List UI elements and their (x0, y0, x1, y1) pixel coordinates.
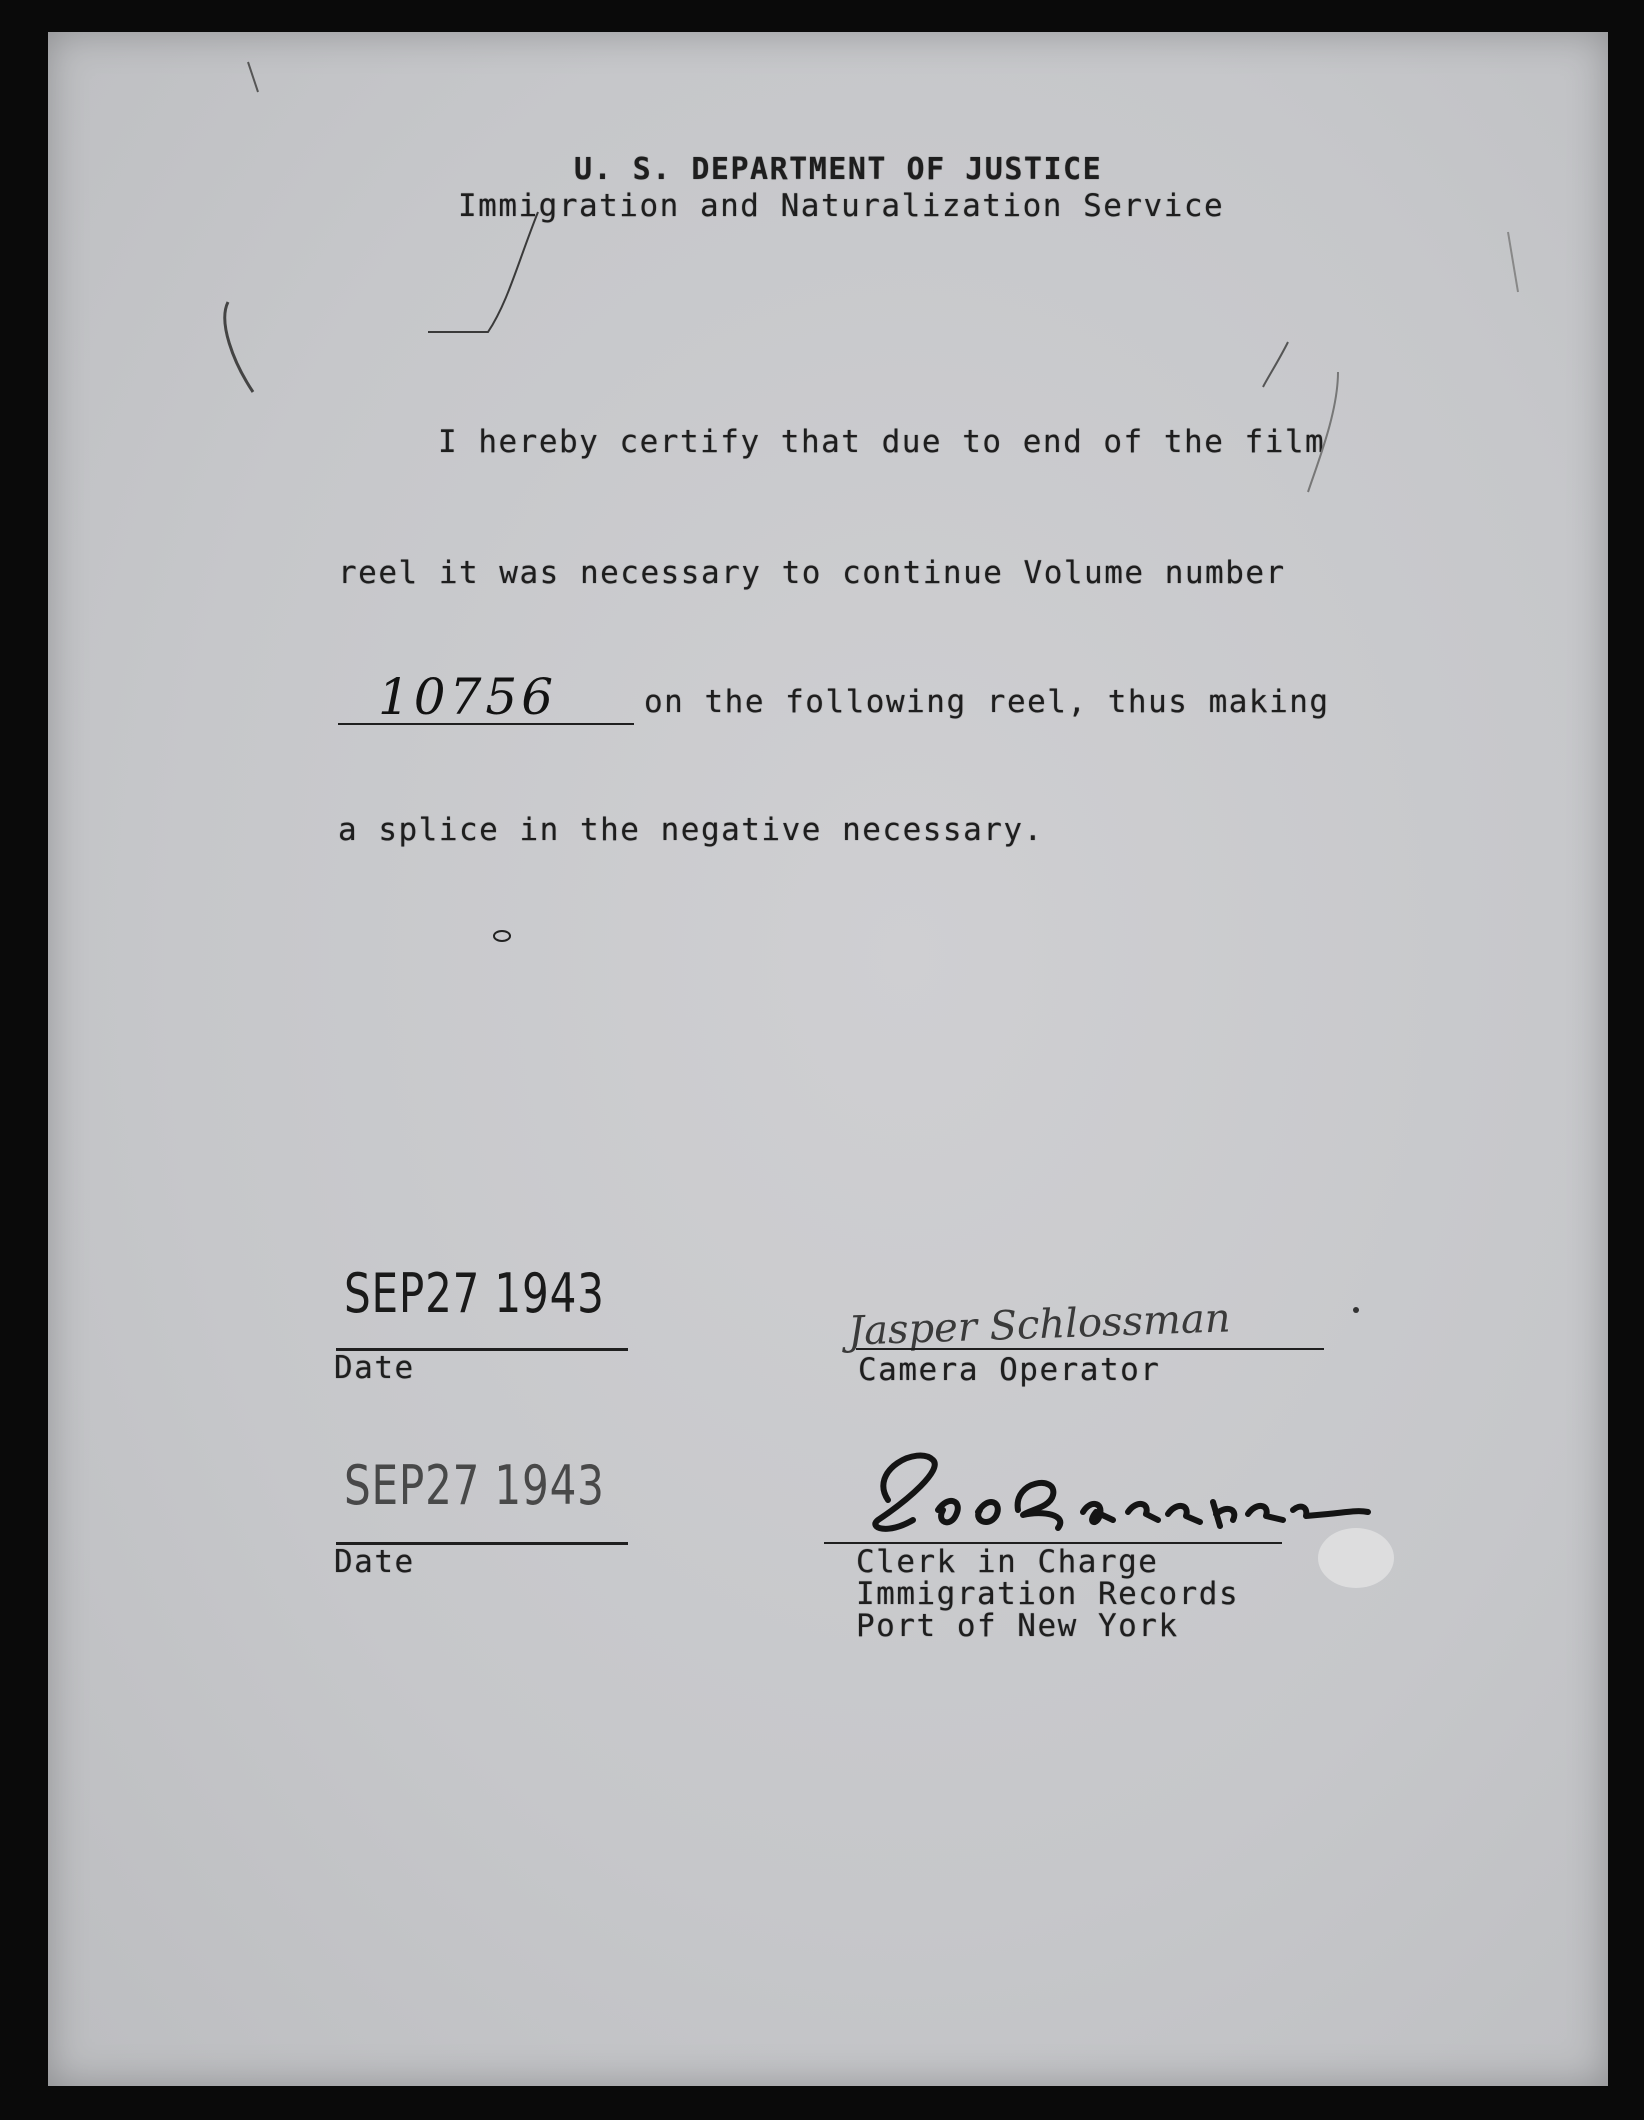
body-line-4: a splice in the negative necessary. (338, 812, 1044, 848)
film-scratches (48, 32, 1608, 2086)
header-department: U. S. DEPARTMENT OF JUSTICE (574, 152, 1103, 187)
operator-signature: Jasper Schlossman (847, 1295, 1232, 1355)
date-label-2: Date (334, 1544, 415, 1580)
body-line-3: on the following reel, thus making (644, 684, 1330, 720)
body-line-1: I hereby certify that due to end of the film (438, 424, 1326, 460)
volume-number-handwritten: 10756 (378, 668, 558, 726)
operator-label: Camera Operator (858, 1352, 1161, 1388)
date-label-1: Date (334, 1350, 415, 1386)
clerk-title-2: Immigration Records (856, 1576, 1240, 1612)
clerk-title-3: Port of New York (856, 1608, 1179, 1644)
document-page (48, 32, 1608, 2086)
body-line-2: reel it was necessary to continue Volume number (338, 555, 1286, 591)
date-stamp-2: SEP27 1943 (344, 1454, 605, 1517)
clerk-title-1: Clerk in Charge (856, 1544, 1159, 1580)
header-service: Immigration and Naturalization Service (458, 188, 1225, 224)
date-stamp-1: SEP27 1943 (344, 1262, 605, 1325)
